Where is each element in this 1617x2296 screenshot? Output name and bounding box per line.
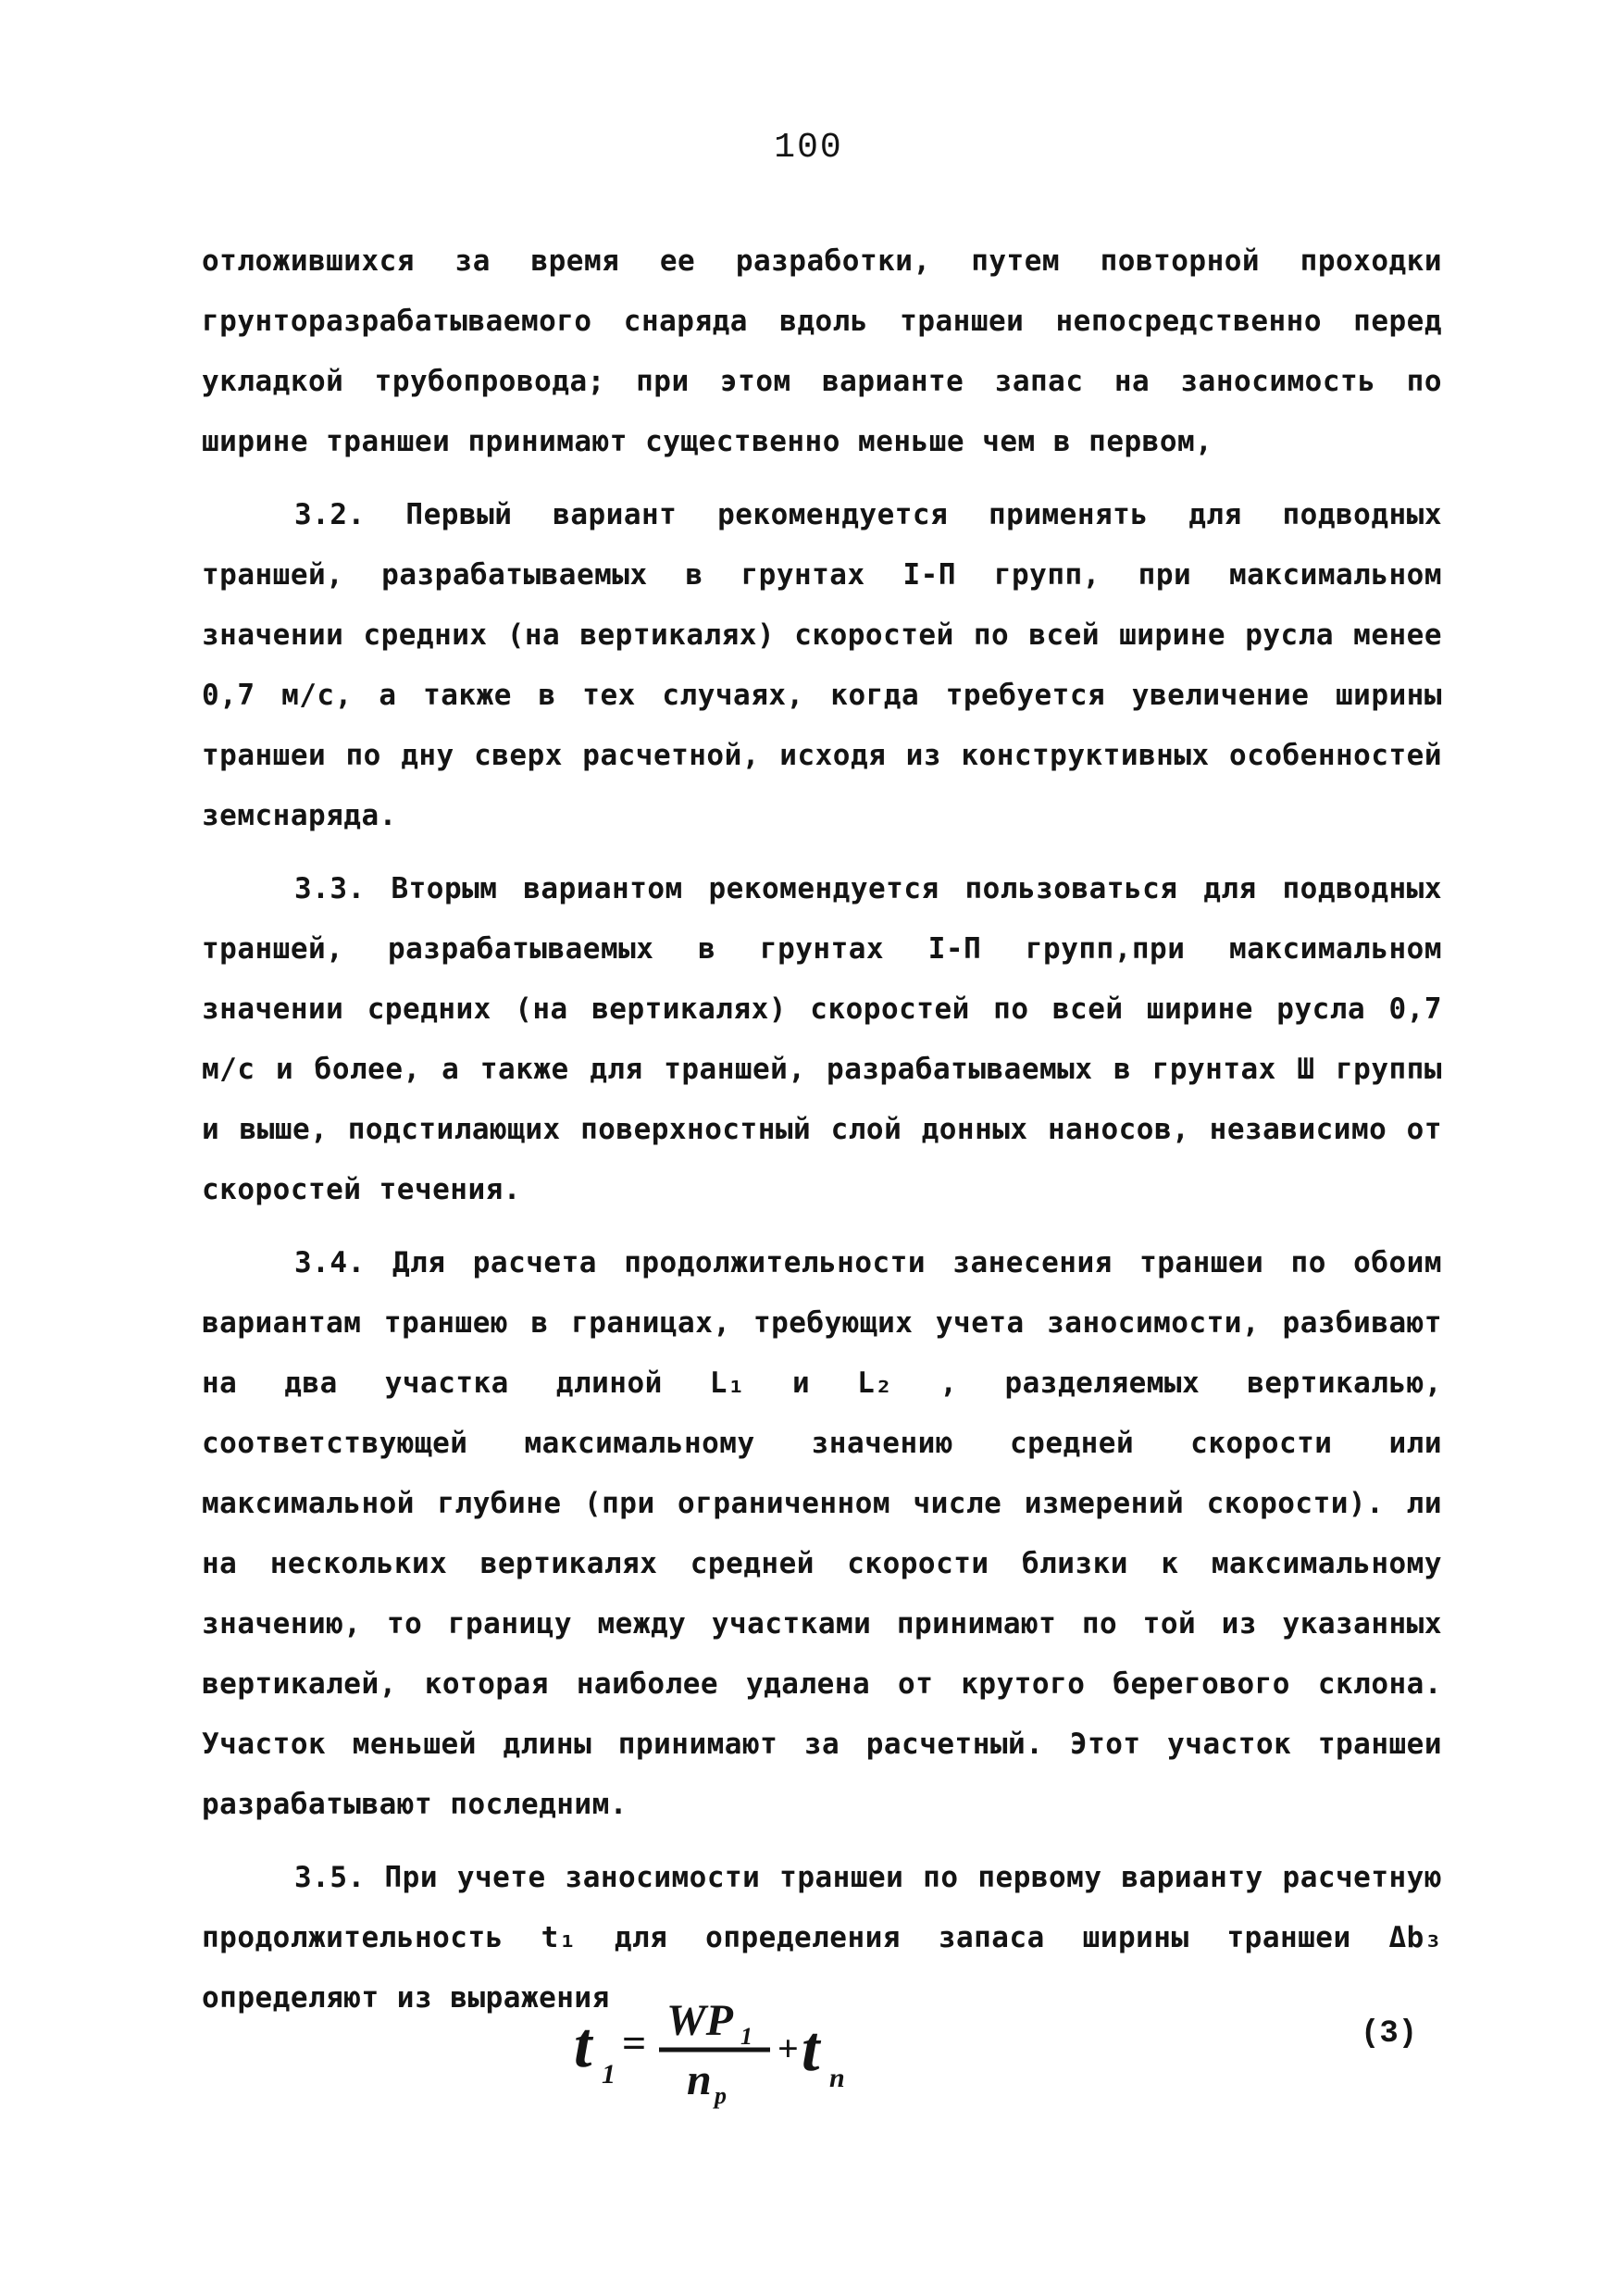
formula-equals: =: [622, 2019, 647, 2066]
paragraph-continuation: отложившихся за время ее разработки, путем повторной проходки грунторазрабатываемого снаряда вдоль траншеи непосредственно перед укладкой трубопровода; при этом варианте запас на заносимость по ширине траншеи принимают существенно меньше чем в первом,: [202, 244, 1442, 458]
paragraph-3-2: 3.2. Первый вариант рекомендуется применять для подводных траншей, разрабатываемых в грунтах I-П групп, при максимальном значении средних (на вертикалях) скоростей по всей ширине русла менее 0,7 м/с, а также в тех случаях, когда требуется увеличение ширины траншеи по дну сверх расчетной, исходя из конструктивных особенностей земснаряда.: [202, 498, 1442, 832]
paragraph-3-5: 3.5. При учете заносимости траншеи по первому варианту расчетную продолжительность t₁ для определения запаса ширины траншеи Δb₃ определяют из выражения: [202, 1861, 1442, 2015]
formula-lhs: t: [574, 2010, 592, 2081]
formula-plus: +: [777, 2028, 799, 2069]
formula-numerator-sub: 1: [740, 2023, 753, 2050]
formula-3: [555, 1990, 1018, 2111]
paragraph-3-4: 3.4. Для расчета продолжительности занесения траншеи по обоим вариантам траншею в границах, требующих учета заносимости, разбивают на два участка длиной L₁ и L₂ , разделяемых вертикалью, соответствующей максимальному значению средней скорости или максимальной глубине (при ограниченном числе измерений скорости). ли на нескольких вертикалях средней скорости близки к максимальному значению, то границу между участками принимают по той из указанных вертикалей, которая наиболее удалена от крутого берегового склона. Участок меньшей длины принимают за расчетный. Этот участок траншеи разрабатывают последним.: [202, 1246, 1442, 1821]
formula-lhs-sub: 1: [602, 2059, 616, 2090]
paragraph-3-3: 3.3. Вторым вариантом рекомендуется пользоваться для подводных траншей, разрабатываемых в грунтах I-П групп,при максимальном значении средних (на вертикалях) скоростей по всей ширине русла 0,7 м/с и более, а также для траншей, разрабатываемых в грунтах Ш группы и выше, подстилающих поверхностный слой донных наносов, независимо от скоростей течения.: [202, 872, 1442, 1206]
formula-numerator: WP: [666, 1996, 733, 2045]
formula-term-sub: п: [829, 2063, 845, 2093]
formula-denominator: n: [687, 2055, 712, 2104]
page-number: 100: [774, 128, 843, 168]
formula-term: t: [802, 2014, 820, 2085]
formula-number: (3): [1361, 2016, 1418, 2052]
document-body: [202, 231, 1442, 2028]
formula-denominator-sub: p: [715, 2082, 727, 2109]
